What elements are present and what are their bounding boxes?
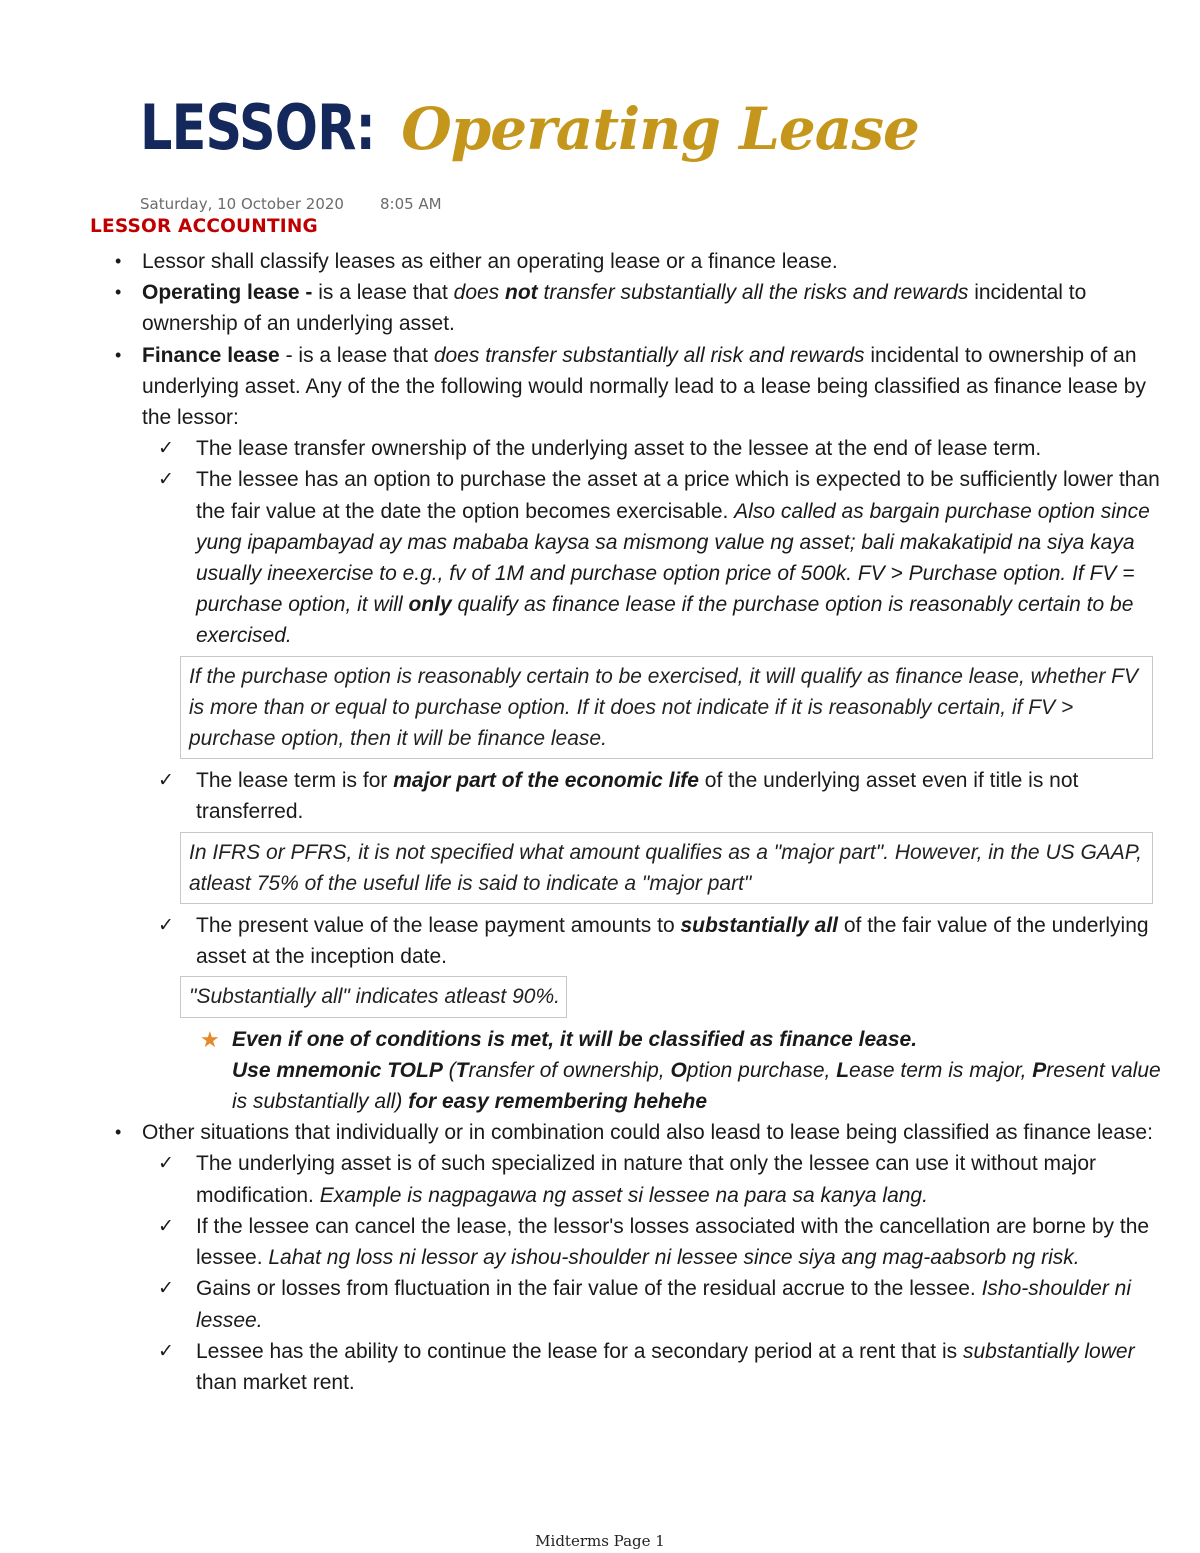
text-run: Lahat ng loss ni lessor ay ishou-shoulder ni lessee since siya ang mag-aabsorb ng risk. xyxy=(268,1246,1080,1270)
text-run: Lessee has the ability to continue the lease for a secondary period at a rent that is xyxy=(196,1339,963,1363)
text-run: Other situations that individually or in combination could also leasd to lease being classified as finance lease: xyxy=(142,1121,1153,1145)
text-run: than market rent. xyxy=(196,1370,355,1394)
time-text: 8:05 AM xyxy=(379,195,442,213)
text-run: If the lessee can cancel the lease, the lessor's losses associated with the cancellation are borne by the lessee. xyxy=(196,1214,1150,1270)
text-run: qualify as finance lease if the purchase option is reasonably certain to be exercised. xyxy=(196,593,1134,648)
bullet-icon: • xyxy=(115,1122,122,1143)
bullet-icon: • xyxy=(115,282,122,303)
check-item xyxy=(158,1336,1170,1398)
text-run: of the underlying asset even if title is not transferred. xyxy=(196,769,1079,824)
text-run: ease term is major, xyxy=(849,1058,1033,1082)
title-operating-lease: Operating Lease xyxy=(401,95,919,163)
term-finance-lease: Finance lease xyxy=(142,343,280,367)
text-run: The lessee has an option to purchase the asset at a price which is expected to be sufficiently lower than the fair value at the date the option becomes exercisable. xyxy=(196,468,1160,523)
term-operating-lease: Operating lease - xyxy=(142,281,313,305)
text-run: does xyxy=(453,281,506,305)
star-icon: ★ xyxy=(200,1026,220,1052)
note-box: "Substantially all" indicates atleast 90%. xyxy=(180,976,567,1017)
text-run: Gains or losses from fluctuation in the fair value of the residual accrue to the lessee. xyxy=(196,1277,982,1301)
text-run: - is a lease that xyxy=(279,343,434,367)
text-run: ransfer of ownership, xyxy=(468,1058,671,1082)
condition-list xyxy=(158,433,1170,651)
check-item xyxy=(158,910,1170,972)
text-run: does transfer substantially all risk and rewards xyxy=(433,343,865,367)
text-run: Isho-shoulder ni lessee. xyxy=(196,1277,1131,1332)
text-run: The underlying asset is of such specialized in nature that only the lessee can use it without major modification. xyxy=(196,1152,1096,1207)
text-run: substantially all xyxy=(680,914,839,938)
checkmark-icon: ✓ xyxy=(158,1215,174,1237)
check-item xyxy=(158,464,1170,651)
note-box: In IFRS or PFRS, it is not specified what amount qualifies as a "major part". However, in the US GAAP, atleast 75% of the useful life is said to indicate a "major part" xyxy=(180,832,1153,904)
text-run: T xyxy=(455,1058,469,1082)
text-run: Example is nagpagawa ng asset si lessee na para sa kanya lang. xyxy=(319,1183,928,1207)
check-item xyxy=(158,1211,1170,1273)
text-run: incidental to ownership of an underlying asset. xyxy=(142,281,1087,336)
title-lessor: LESSOR: xyxy=(140,91,376,164)
text-run: resent value is substantially all) xyxy=(232,1058,1161,1114)
page-footer: Midterms Page 1 xyxy=(535,1532,665,1550)
bullet-text: Lessor shall classify leases as either an operating lease or a finance lease. xyxy=(142,250,838,273)
text-run: major part of the economic life xyxy=(393,769,699,793)
mnemonic-line xyxy=(232,1055,1170,1117)
text-run: ption purchase, xyxy=(686,1058,837,1082)
check-item xyxy=(158,433,1170,464)
text-run: ( xyxy=(442,1058,456,1082)
text-run: substantially lower xyxy=(962,1339,1135,1363)
text-run: L xyxy=(836,1058,850,1082)
text-run: The present value of the lease payment amounts to xyxy=(196,914,681,938)
note-box: If the purchase option is reasonably certain to be exercised, it will qualify as finance lease, whether FV is more than or equal to purchase option. If it does not indicate if it is reasonably certain, if FV > purchase option, then it will be finance lease. xyxy=(180,656,1153,760)
check-item xyxy=(158,1273,1170,1335)
situation-list xyxy=(158,1148,1170,1398)
text-run: Also called as bargain purchase option since yung ipapambayad ay mas mababa kaysa sa mismong value ng asset; bali makakatipid na siya kaya usually ineexercise to e.g., fv of 1M and purchase option price of 500k. FV > Purchase option. If FV = purchase option, it will xyxy=(196,499,1150,617)
text-run: Use mnemonic TOLP xyxy=(232,1058,443,1082)
text-run: Even if one of conditions is met, it will be classified as finance lease. xyxy=(232,1027,918,1051)
bullet-item xyxy=(110,1117,1170,1398)
condition-list xyxy=(158,910,1170,972)
page-title xyxy=(140,92,919,165)
text-run: P xyxy=(1032,1058,1047,1082)
bullet-item xyxy=(110,277,1170,339)
text-run: only xyxy=(408,593,452,617)
bullet-icon: • xyxy=(115,344,122,365)
text-run: transfer substantially all the risks and rewards xyxy=(537,281,969,305)
note-body xyxy=(110,246,1170,1398)
date-line xyxy=(140,195,442,213)
checkmark-icon: ✓ xyxy=(158,1153,174,1175)
check-item xyxy=(158,1148,1170,1210)
checkmark-icon: ✓ xyxy=(158,770,174,792)
bullet-item xyxy=(110,246,1170,277)
text-run: incidental to ownership of an underlying asset. Any of the the following would normally lead to a lease being classified as finance lease by the lessor: xyxy=(142,343,1146,430)
checkmark-icon: ✓ xyxy=(158,438,174,460)
checkmark-icon: ✓ xyxy=(158,1340,174,1362)
main-bullet-list xyxy=(110,246,1170,1398)
text-run: O xyxy=(670,1058,687,1082)
text-run: The lease term is for xyxy=(196,769,394,793)
star-callout xyxy=(142,1024,1170,1118)
checkmark-icon: ✓ xyxy=(158,469,174,491)
bullet-item xyxy=(110,340,1170,1118)
text-run: is a lease that xyxy=(312,281,454,305)
section-heading: LESSOR ACCOUNTING xyxy=(90,216,318,237)
checkmark-icon: ✓ xyxy=(158,1278,174,1300)
date-text: Saturday, 10 October 2020 xyxy=(140,195,344,213)
condition-list xyxy=(158,765,1170,827)
check-item xyxy=(158,765,1170,827)
text-run: for easy remembering hehehe xyxy=(408,1090,708,1114)
text-run: of the fair value of the underlying asset at the inception date. xyxy=(196,914,1149,969)
bullet-icon: • xyxy=(115,251,122,271)
text-run: The lease transfer ownership of the underlying asset to the lessee at the end of lease term. xyxy=(196,437,1042,461)
text-run: not xyxy=(505,281,538,305)
checkmark-icon: ✓ xyxy=(158,915,174,937)
